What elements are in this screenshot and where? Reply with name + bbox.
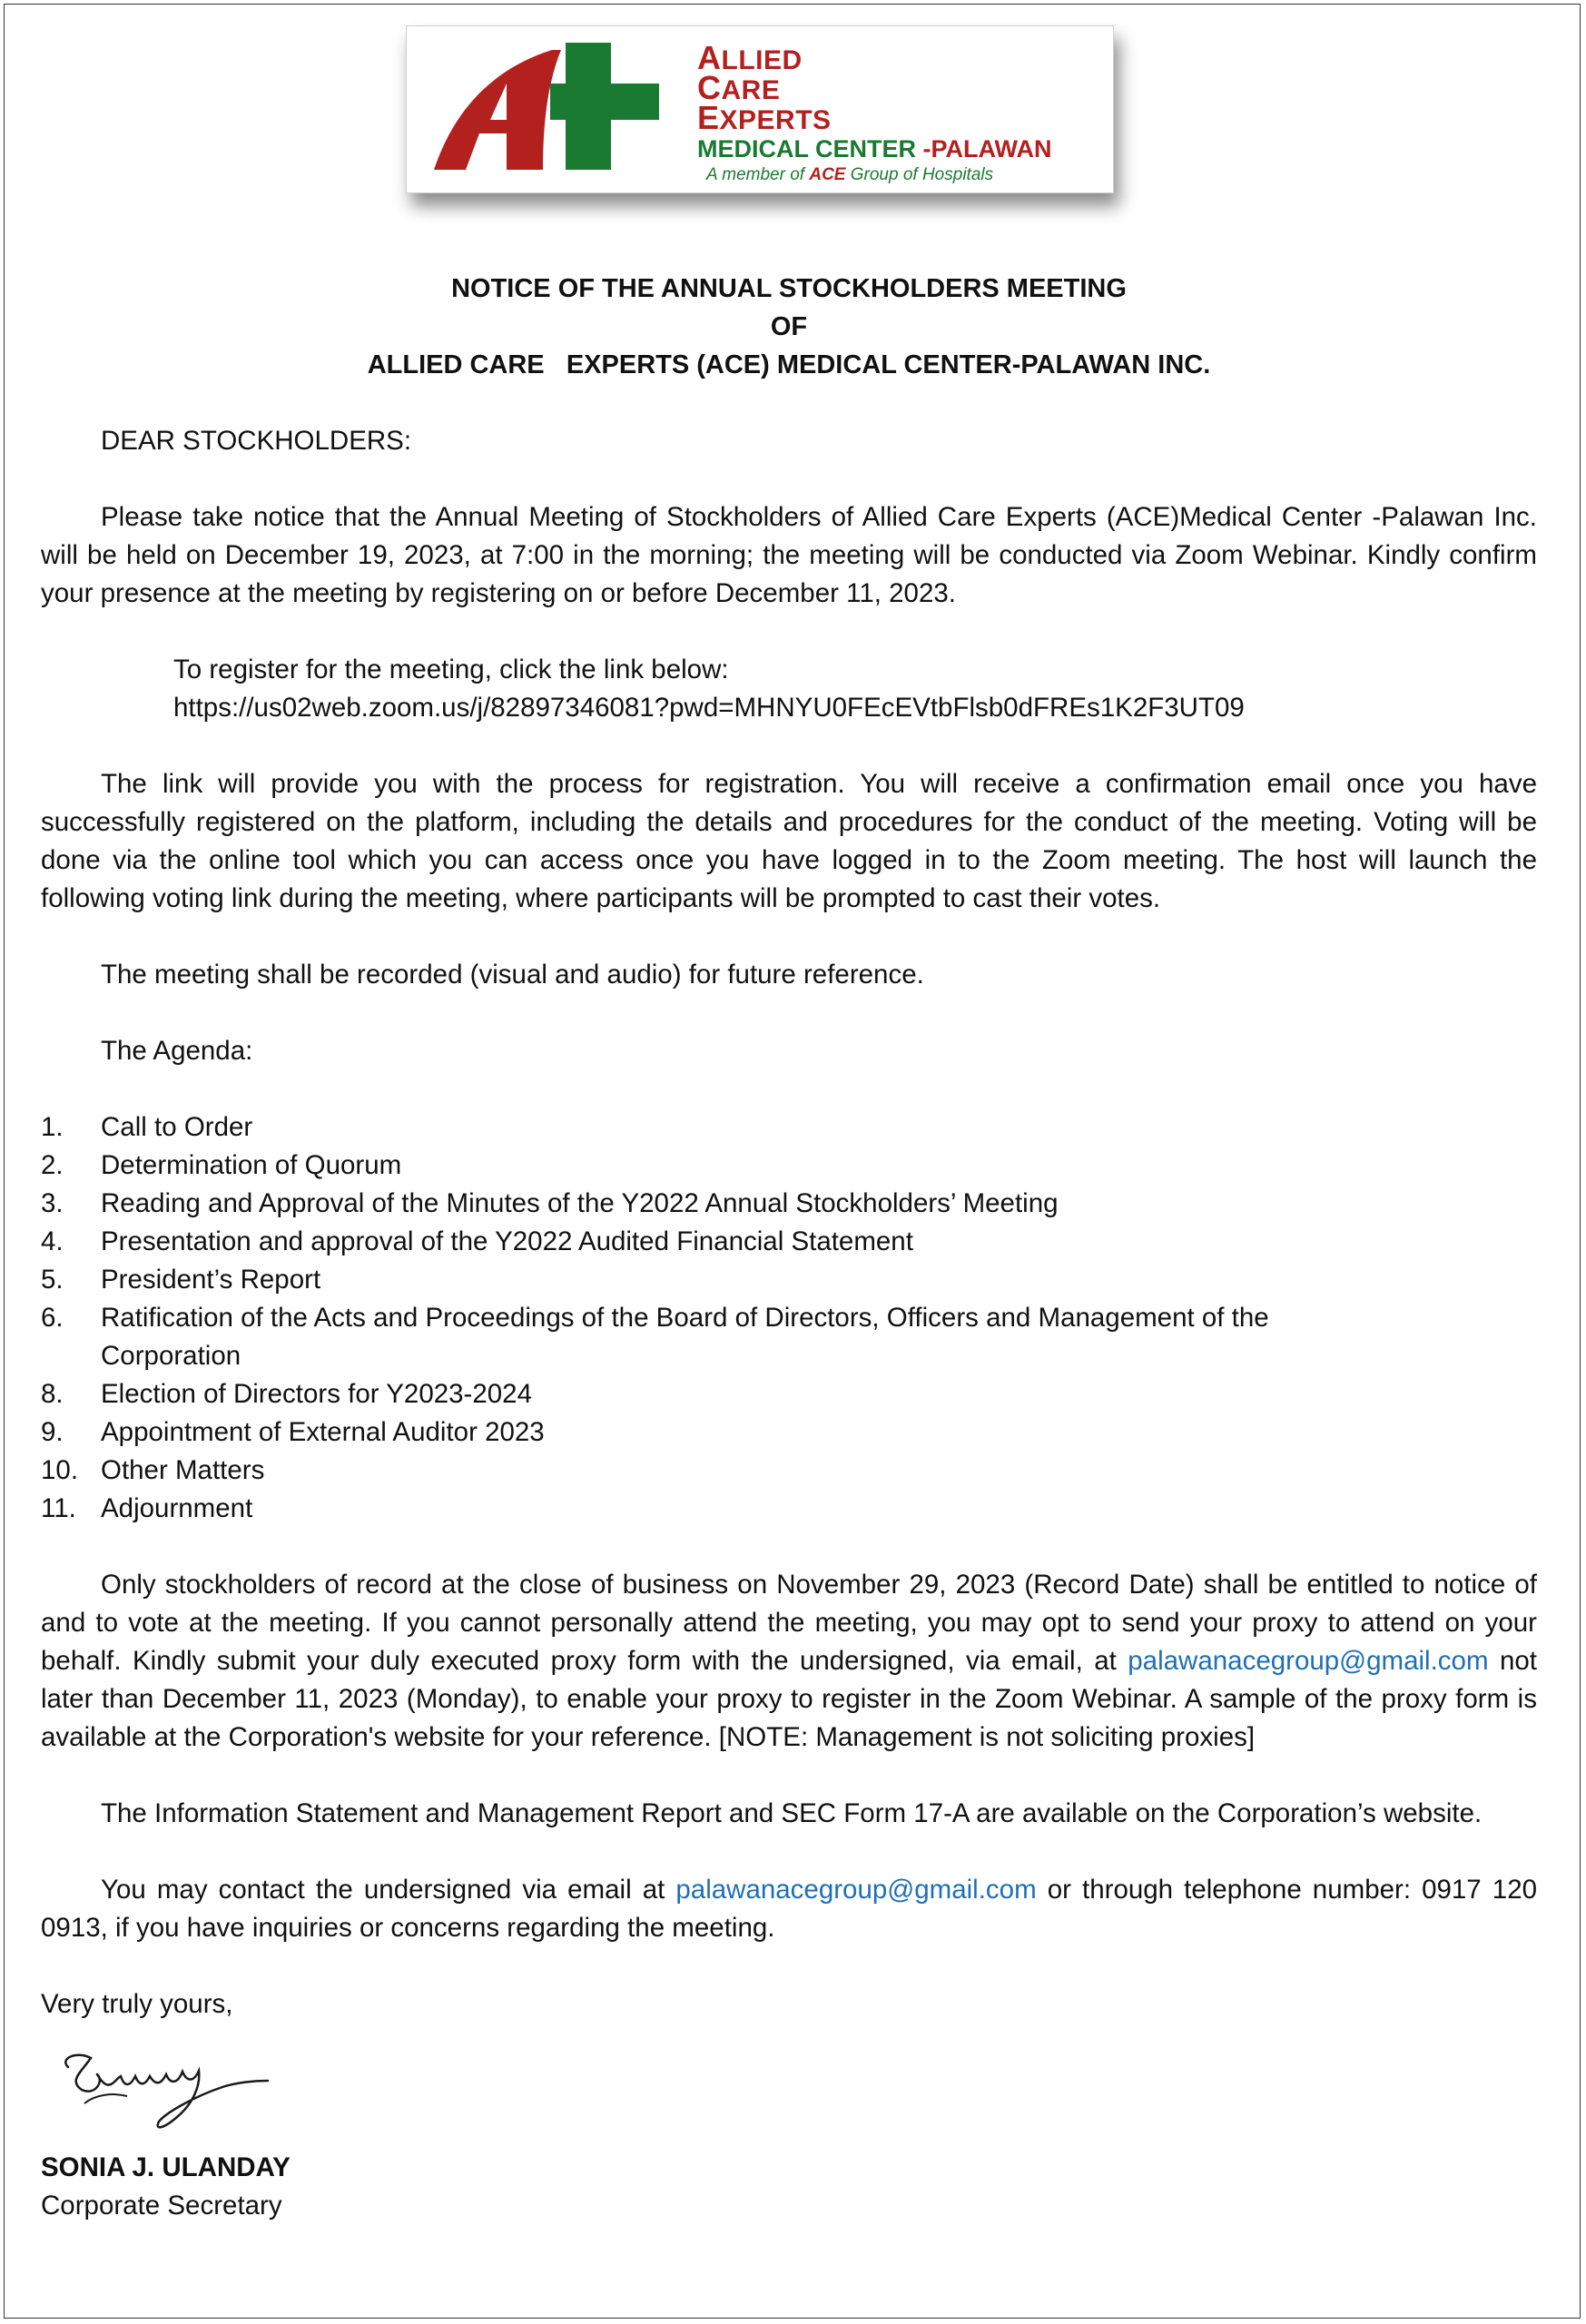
- signer-name: SONIA J. ULANDAY: [41, 2152, 291, 2182]
- logo-tagline: A member of ACE Group of Hospitals: [706, 165, 994, 184]
- agenda-item-text: President’s Report: [101, 1265, 321, 1295]
- recording-paragraph: The meeting shall be recorded (visual and audio) for future reference.: [101, 960, 924, 990]
- agenda-item-number: 9.: [41, 1417, 64, 1447]
- agenda-item-number: 8.: [41, 1379, 64, 1409]
- notice-title-line1: NOTICE OF THE ANNUAL STOCKHOLDERS MEETING: [451, 274, 1127, 303]
- logo-wordmark: [697, 39, 1052, 187]
- agenda-item-text: Call to Order: [101, 1112, 253, 1142]
- signature-icon: [41, 2031, 313, 2149]
- hospital-logo: [406, 25, 1114, 193]
- agenda-item-number: 4.: [41, 1226, 64, 1256]
- logo-medical-center: MEDICAL CENTER -PALAWAN: [697, 135, 1052, 162]
- agenda-item-number: 11.: [41, 1493, 76, 1523]
- meeting-paragraph: Please take notice that the Annual Meeting of Stockholders of Allied Care Experts (ACE)Medical Center -Palawan Inc. will be held on December 19, 2023, at 7:00 in the morning; the meeting will be conducted via Zoom Webinar. Kindly confirm your presence at the meeting by registering on or before December 11, 2023.: [41, 502, 1537, 608]
- agenda-item-text: Determination of Quorum: [101, 1150, 402, 1180]
- agenda-item: [41, 1147, 1537, 1185]
- agenda-item-text: Ratification of the Acts and Proceedings of the Board of Directors, Officers and Management of the Corporation: [101, 1303, 1269, 1371]
- register-label: To register for the meeting, click the link below:: [173, 655, 729, 684]
- notice-body: [41, 270, 1537, 2225]
- agenda-item-text: Adjournment: [101, 1493, 253, 1523]
- agenda-list: [41, 1108, 1537, 1528]
- agenda-heading: The Agenda:: [101, 1036, 253, 1066]
- notice-title-line3: ALLIED CARE EXPERTS (ACE) MEDICAL CENTER-PALAWAN INC.: [367, 350, 1211, 379]
- agenda-item-text: Reading and Approval of the Minutes of the Y2022 Annual Stockholders’ Meeting: [101, 1188, 1059, 1218]
- agenda-item: [41, 1108, 1537, 1147]
- agenda-item: [41, 1375, 1537, 1413]
- agenda-item-number: 6.: [41, 1303, 64, 1333]
- contact-paragraph: You may contact the undersigned via email at palawanacegroup@gmail.com or through telephone number: 0917 120 0913, if you have inquiries or concerns regarding the meeting.: [41, 1875, 1538, 1943]
- signature: [41, 2031, 1537, 2149]
- agenda-item: [41, 1490, 1537, 1528]
- registration-paragraph: The link will provide you with the process for registration. You will receive a confirmation email once you have successfully registered on the platform, including the details and procedures for the conduct of the meeting. Voting will be done via the online tool which you can access once you have logged in to the Zoom meeting. The host will launch the following voting link during the meeting, where participants will be prompted to cast their votes.: [41, 769, 1537, 913]
- logo-experts: EXPERTS: [697, 99, 832, 136]
- agenda-item-text: Presentation and approval of the Y2022 Audited Financial Statement: [101, 1226, 913, 1256]
- agenda-item: [41, 1299, 1537, 1375]
- email-link[interactable]: palawanacegroup@gmail.com: [675, 1875, 1037, 1905]
- agenda-item-text: Election of Directors for Y2023-2024: [101, 1379, 532, 1409]
- agenda-item-number: 1.: [41, 1112, 64, 1142]
- logo-care: CARE: [697, 69, 781, 106]
- email-link[interactable]: palawanacegroup@gmail.com: [1128, 1646, 1489, 1676]
- agenda-item-text: Other Matters: [101, 1455, 265, 1485]
- agenda-item: [41, 1261, 1537, 1299]
- agenda-item-number: 5.: [41, 1265, 64, 1295]
- signer-title: Corporate Secretary: [41, 2191, 282, 2221]
- agenda-item: [41, 1223, 1537, 1261]
- notice-title-line2: OF: [770, 312, 808, 341]
- closing: Very truly yours,: [41, 1989, 233, 2019]
- agenda-item: [41, 1452, 1537, 1490]
- agenda-item-text: Appointment of External Auditor 2023: [101, 1417, 545, 1447]
- register-link[interactable]: https://us02web.zoom.us/j/82897346081?pwd=MHNYU0FEcEVtbFlsb0dFREs1K2F3UT09: [173, 693, 1245, 723]
- agenda-item: [41, 1185, 1537, 1223]
- agenda-item-number: 2.: [41, 1150, 64, 1180]
- proxy-paragraph: Only stockholders of record at the close of business on November 29, 2023 (Record Date) shall be entitled to notice of and to vote at the meeting. If you cannot personally attend the meeting, you may opt to send your proxy to attend on your behalf. Kindly submit your duly executed proxy form with the undersigned, via email, at palawanacegroup@gmail.com not later than December 11, 2023 (Monday), to enable your proxy to register in the Zoom Webinar. A sample of the proxy form is available at the Corporation's website for your reference. [NOTE: Management is not soliciting proxies]: [41, 1570, 1537, 1752]
- agenda-item-number: 10.: [41, 1455, 79, 1485]
- logo-allied: ALLIED: [697, 39, 803, 76]
- ace-cross-logo-icon: [416, 34, 688, 183]
- agenda-item: [41, 1413, 1537, 1452]
- salutation: DEAR STOCKHOLDERS:: [101, 426, 412, 456]
- info-statement-paragraph: The Information Statement and Management Report and SEC Form 17-A are available on the Corporation’s website.: [101, 1798, 1483, 1828]
- agenda-item-number: 3.: [41, 1188, 64, 1218]
